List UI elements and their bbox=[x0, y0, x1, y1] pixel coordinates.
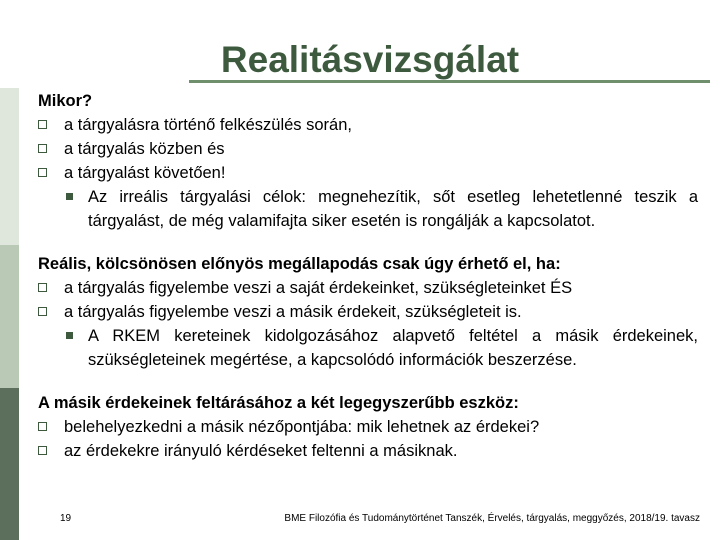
hollow-square-bullet-icon bbox=[38, 283, 47, 292]
sub-bullet-text: Az irreális tárgyalási célok: megnehezítik, sőt esetleg lehetetlenné teszik a tárgyalást, de még valamifajta siker esetén is rongálják a kapcsolatot. bbox=[88, 188, 698, 230]
sub-bullet-text: A RKEM kereteinek kidolgozásához alapvető feltétel a másik érdekeinek, szükségleteinek megértése, a kapcsolódó információk beszerzése. bbox=[88, 327, 698, 369]
section-heading: Reális, kölcsönösen előnyös megállapodás csak úgy érhető el, ha: bbox=[38, 255, 561, 273]
bullet-text: a tárgyalásra történő felkészülés során, bbox=[64, 116, 352, 134]
bullet-item bbox=[38, 300, 698, 324]
left-decor-bar-2 bbox=[0, 88, 19, 245]
hollow-square-bullet-icon bbox=[38, 422, 47, 431]
bullet-item bbox=[38, 415, 698, 439]
bullet-item bbox=[38, 113, 698, 137]
hollow-square-bullet-icon bbox=[38, 120, 47, 129]
left-decor-bar-3 bbox=[0, 245, 19, 388]
title-underline bbox=[189, 80, 710, 83]
bullet-text: belehelyezkedni a másik nézőpontjába: mik lehetnek az érdekei? bbox=[64, 418, 540, 436]
bullet-text: a tárgyalás figyelembe veszi a másik érdekeit, szükségleteit is. bbox=[64, 303, 522, 321]
sub-bullet-item bbox=[38, 185, 698, 233]
slide-title: Realitásvizsgálat bbox=[220, 39, 520, 80]
hollow-square-bullet-icon bbox=[38, 307, 47, 316]
bullet-item bbox=[38, 161, 698, 185]
section-heading: Mikor? bbox=[38, 92, 93, 110]
bullet-text: a tárgyalást követően! bbox=[64, 164, 226, 182]
footer-text: BME Filozófia és Tudománytörténet Tanszék, Érvelés, tárgyalás, meggyőzés, 2018/19. tavasz bbox=[284, 513, 700, 524]
hollow-square-bullet-icon bbox=[38, 446, 47, 455]
bullet-text: az érdekekre irányuló kérdéseket feltenni a másiknak. bbox=[64, 442, 458, 460]
bullet-item bbox=[38, 439, 698, 463]
section-tools bbox=[38, 392, 698, 463]
bullet-text: a tárgyalás közben és bbox=[64, 140, 225, 158]
filled-square-bullet-icon bbox=[66, 332, 73, 339]
bullet-text: a tárgyalás figyelembe veszi a saját érdekeinket, szükségleteinket ÉS bbox=[64, 279, 573, 297]
bullet-item bbox=[38, 137, 698, 161]
section-when bbox=[38, 90, 698, 233]
hollow-square-bullet-icon bbox=[38, 168, 47, 177]
slide-number: 19 bbox=[60, 513, 72, 524]
sub-bullet-item bbox=[38, 324, 698, 372]
section-heading: A másik érdekeinek feltárásához a két legegyszerűbb eszköz: bbox=[38, 394, 519, 412]
hollow-square-bullet-icon bbox=[38, 144, 47, 153]
section-agreement bbox=[38, 253, 698, 372]
slide-content bbox=[38, 90, 698, 483]
left-decor-bar-4 bbox=[0, 388, 19, 540]
left-decor-bar-1 bbox=[0, 0, 19, 88]
filled-square-bullet-icon bbox=[66, 193, 73, 200]
bullet-item bbox=[38, 276, 698, 300]
